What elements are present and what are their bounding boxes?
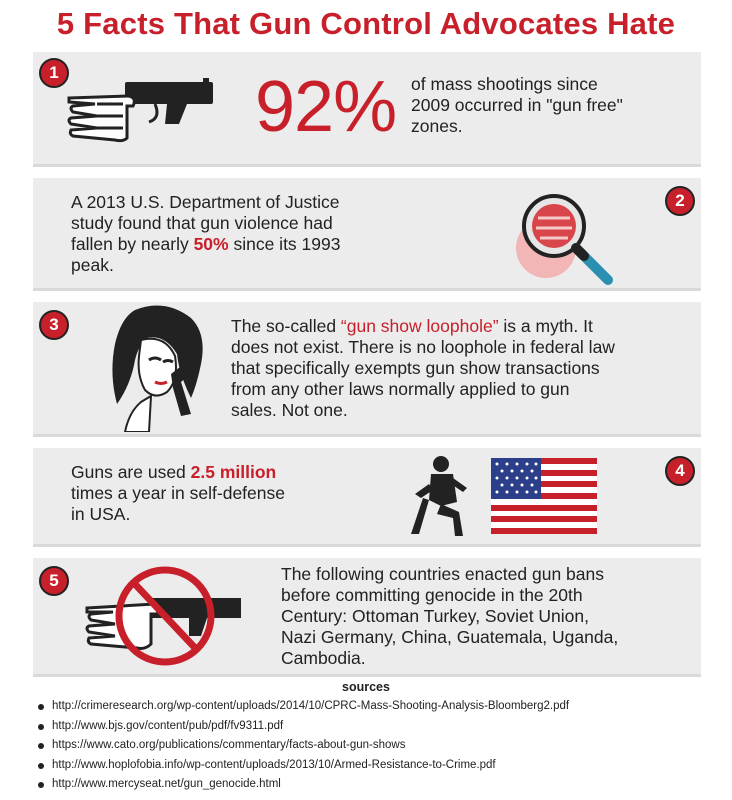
source-item: http://www.bjs.gov/content/pub/pdf/fv9311.pdf (38, 717, 569, 737)
bullet-icon (38, 782, 44, 788)
fact-4-panel (33, 448, 701, 547)
fact-number-badge: 5 (39, 566, 69, 596)
fact-1-text: of mass shootings since 2009 occurred in "gun free" zones. (411, 74, 623, 136)
sources-list (38, 697, 569, 795)
fact-number-badge: 3 (39, 310, 69, 340)
source-item: http://www.hoplofobia.info/wp-content/uploads/2013/10/Armed-Resistance-to-Crime.pdf (38, 756, 569, 776)
sources-heading: sources (342, 680, 390, 694)
fact-2-text: A 2013 U.S. Department of Justice study found that gun violence had fallen by nearly 50% since its 1993 peak. (71, 192, 341, 275)
fact-2-panel (33, 178, 701, 291)
hand-pistol-icon (67, 76, 217, 146)
fact-3-panel (33, 302, 701, 437)
source-item: http://www.mercyseat.net/gun_genocide.html (38, 775, 569, 795)
bullet-icon (38, 724, 44, 730)
fact-1-panel (33, 52, 701, 167)
fact-number-badge: 2 (665, 186, 695, 216)
bullet-icon (38, 743, 44, 749)
page-title: 5 Facts That Gun Control Advocates Hate (56, 6, 676, 41)
fact-4-text: Guns are used 2.5 million times a year in self-defense in USA. (71, 462, 285, 524)
us-flag-icon (491, 458, 597, 534)
bullet-icon (38, 704, 44, 710)
bullet-icon (38, 763, 44, 769)
fact-3-text: The so-called “gun show loophole” is a myth. It does not exist. There is no loophole in federal law that specifically exempts gun show transactions from any other laws normally applied to gun sales. Not one. (231, 316, 615, 420)
source-item: http://crimeresearch.org/wp-content/uploads/2014/10/CPRC-Mass-Shooting-Analysis-Bloomberg2.pdf (38, 697, 569, 717)
no-gun-icon (85, 564, 245, 670)
fact-number-badge: 1 (39, 58, 69, 88)
fact-5-text: The following countries enacted gun bans before committing genocide in the 20th Century: Ottoman Turkey, Soviet Union, Nazi Germany, China, Guatemala, Uganda, Cambodia. (281, 564, 619, 668)
source-item: https://www.cato.org/publications/commentary/facts-about-gun-shows (38, 736, 569, 756)
woman-with-pistol-icon (95, 304, 215, 432)
kneeling-soldier-icon (411, 454, 471, 540)
fact-number-badge: 4 (665, 456, 695, 486)
magnifying-glass-icon (498, 186, 638, 286)
fact-1-big-stat: 92% (255, 67, 397, 147)
fact-5-panel (33, 558, 701, 677)
